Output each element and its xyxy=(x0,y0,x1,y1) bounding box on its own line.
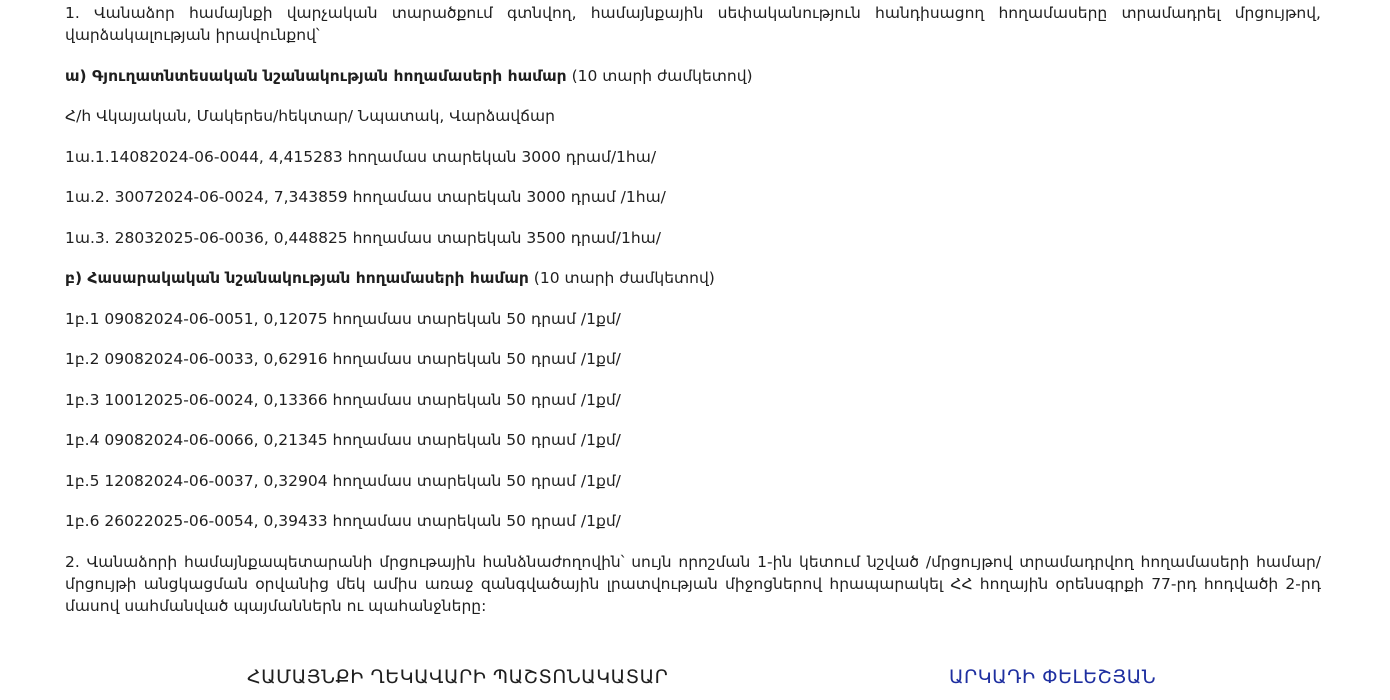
signatory-title: ՀԱՄԱՅՆՔԻ ՂԵԿԱՎԱՐԻ ՊԱՇՏՈՆԱԿԱՏԱՐ xyxy=(247,666,669,688)
land-item-b1: 1բ.1 09082024-06-0051, 0,12075 հողամաս տարեկան 50 դրամ /1քմ/ xyxy=(65,309,621,328)
column-header-line: Հ/հ Վկայական, Մակերես/հեկտար/ Նպատակ, Վարձավճար xyxy=(65,107,555,125)
section-a-heading xyxy=(65,65,1321,87)
land-item-a3: 1ա.3. 28032025-06-0036, 0,448825 հողամաս տարեկան 3500 դրամ/1հա/ xyxy=(65,228,661,247)
signatory-name: ԱՐԿԱԴԻ ՓԵԼԵՇՅԱՆ xyxy=(949,666,1157,688)
section-a-term: (10 տարի ժամկետով) xyxy=(566,66,753,85)
section-b-heading xyxy=(65,267,1321,289)
land-item-b4: 1բ.4 09082024-06-0066, 0,21345 հողամաս տարեկան 50 դրամ /1քմ/ xyxy=(65,431,621,449)
point-1-paragraph: 1. Վանաձոր համայնքի վարչական տարածքում գտնվող, համայնքային սեփականություն հանդիսացող հողամասերը տրամադրել մրցույթով, վարձակալության իրավունքով՝ xyxy=(65,4,1321,44)
section-b-term: (10 տարի ժամկետով) xyxy=(528,269,715,287)
land-item-b6: 1բ.6 26022025-06-0054, 0,39433 հողամաս տարեկան 50 դրամ /1քմ/ xyxy=(65,512,621,530)
land-item-b5: 1բ.5 12082024-06-0037, 0,32904 հողամաս տարեկան 50 դրամ /1քմ/ xyxy=(65,471,621,490)
land-item-a2: 1ա.2. 30072024-06-0024, 7,343859 հողամաս տարեկան 3000 դրամ /1հա/ xyxy=(65,188,666,206)
land-item-b3: 1բ.3 10012025-06-0024, 0,13366 հողամաս տարեկան 50 դրամ /1քմ/ xyxy=(65,390,621,409)
document-body xyxy=(65,2,1321,635)
section-a-label: ա) Գյուղատնտեսական նշանակության հողամասերի համար xyxy=(65,66,567,85)
section-b-label: բ) Հասարակական նշանակության հողամասերի համար xyxy=(65,269,529,287)
point-2-paragraph: 2. Վանաձորի համայնքապետարանի մրցութային հանձնաժողովին՝ սույն որոշման 1-ին կետում նշված /մրցույթով տրամադրվող հողամասերի համար/ մրցույթի անցկացման օրվանից մեկ ամիս առաջ զանգվածային լրատվության միջոցներով հրապարակել ՀՀ հողային օրենսգրքի 77-րդ հոդվածի 2-րդ մասով սահմանված պայմաններն ու պահանջները: xyxy=(65,552,1321,615)
signature-block xyxy=(0,666,1390,696)
land-item-a1: 1ա.1.14082024-06-0044, 4,415283 հողամաս տարեկան 3000 դրամ/1հա/ xyxy=(65,147,657,166)
land-item-b2: 1բ.2 09082024-06-0033, 0,62916 հողամաս տարեկան 50 դրամ /1քմ/ xyxy=(65,350,621,368)
